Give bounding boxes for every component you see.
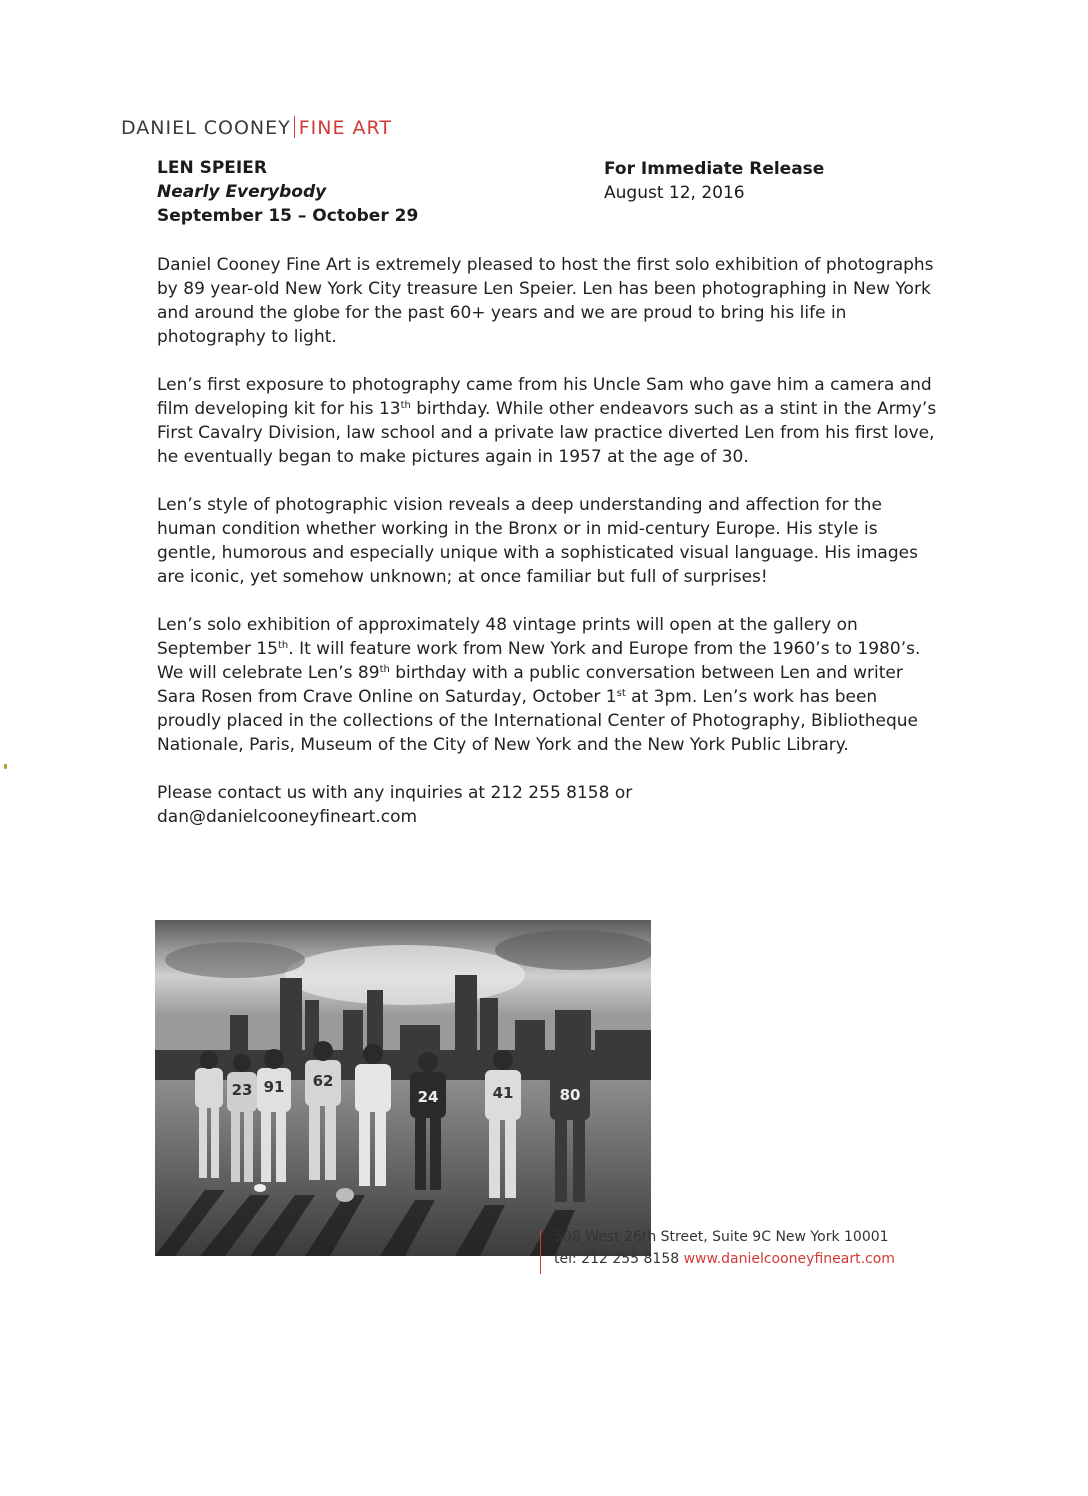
- p4-text-a: Len’s solo exhibition of approximately 48 vintage prints will open at the gallery on September 15: [157, 615, 858, 659]
- release-header: [604, 157, 824, 205]
- photo-cloud: [495, 930, 651, 970]
- logo-fine-art: FINE ART: [298, 117, 392, 139]
- superscript: st: [616, 688, 626, 699]
- jersey-number: 23: [231, 1081, 253, 1099]
- scan-mark: [4, 764, 7, 769]
- footer-contact-line: [540, 1248, 970, 1270]
- footer-website-link[interactable]: www.danielcooneyfineart.com: [683, 1251, 895, 1267]
- p2-text-a: Len’s first exposure to photography came from his Uncle Sam who gave him a camera and film developing kit for his 13: [157, 375, 932, 419]
- jersey-number: 41: [492, 1084, 514, 1102]
- release-date: August 12, 2016: [604, 183, 745, 203]
- p2-text-b: birthday. While other endeavors such as a stint in the Army’s First Cavalry Division, law school and a private law practice diverted Len from his first love, he eventually began to make pictures again in 1957 at the age of 30.: [157, 399, 937, 467]
- jersey-number: 91: [263, 1078, 285, 1096]
- p4-text-c: birthday with a public conversation between Len and writer Sara Rosen from Crave Online on Saturday, October 1: [157, 663, 903, 707]
- gallery-footer: [540, 1226, 970, 1270]
- release-label: For Immediate Release: [604, 159, 825, 179]
- photo-illustration: [155, 920, 651, 1256]
- footer-address: 508 West 26th Street, Suite 9C New York 10001: [554, 1229, 889, 1245]
- jersey-number: 24: [417, 1088, 439, 1106]
- logo-divider: [294, 116, 295, 138]
- footer-divider: [540, 1230, 541, 1274]
- press-release-body: [157, 253, 937, 829]
- paragraph-intro: Daniel Cooney Fine Art is extremely pleased to host the first solo exhibition of photographs by 89 year-old New York City treasure Len Speier. Len has been photographing in New York and around the globe for the past 60+ years and we are proud to bring his life in photography to light.: [157, 255, 934, 347]
- contact-phone-line: Please contact us with any inquiries at 212 255 8158 or: [157, 783, 633, 803]
- paragraph-exhibition: [157, 613, 937, 757]
- gallery-logo: [121, 116, 392, 139]
- superscript: th: [278, 640, 289, 651]
- jersey-number: 62: [312, 1072, 334, 1090]
- superscript: th: [400, 400, 411, 411]
- contact-email[interactable]: dan@danielcooneyfineart.com: [157, 807, 418, 827]
- footer-tel: tel: 212 255 8158: [554, 1251, 680, 1267]
- exhibition-title: Nearly Everybody: [157, 182, 327, 202]
- paragraph-style: Len’s style of photographic vision reveals a deep understanding and affection for the human condition whether working in the Bronx or in mid-century Europe. His style is gentle, humorous and especially unique with a sophisticated visual language. His images are iconic, yet somehow unknown; at once familiar but full of surprises!: [157, 495, 918, 587]
- artist-name: LEN SPEIER: [157, 158, 267, 178]
- exhibition-photograph: [155, 920, 651, 1256]
- exhibition-header: [157, 156, 418, 228]
- p4-text-d: at 3pm. Len’s work has been proudly placed in the collections of the International Center of Photography, Bibliotheque Nationale, Paris, Museum of the City of New York and the New York Public Library.: [157, 687, 918, 755]
- superscript: th: [379, 664, 390, 675]
- paragraph-first-exposure: [157, 373, 937, 469]
- photo-cloud: [285, 945, 525, 1005]
- exhibition-dates: September 15 – October 29: [157, 206, 419, 226]
- logo-name: DANIEL COONEY: [121, 117, 291, 139]
- jersey-number: 80: [559, 1086, 581, 1104]
- p4-text-b: . It will feature work from New York and Europe from the 1960’s to 1980’s. We will celebrate Len’s 89: [157, 639, 921, 683]
- photo-cloud: [165, 942, 305, 978]
- contact-info: [157, 781, 937, 829]
